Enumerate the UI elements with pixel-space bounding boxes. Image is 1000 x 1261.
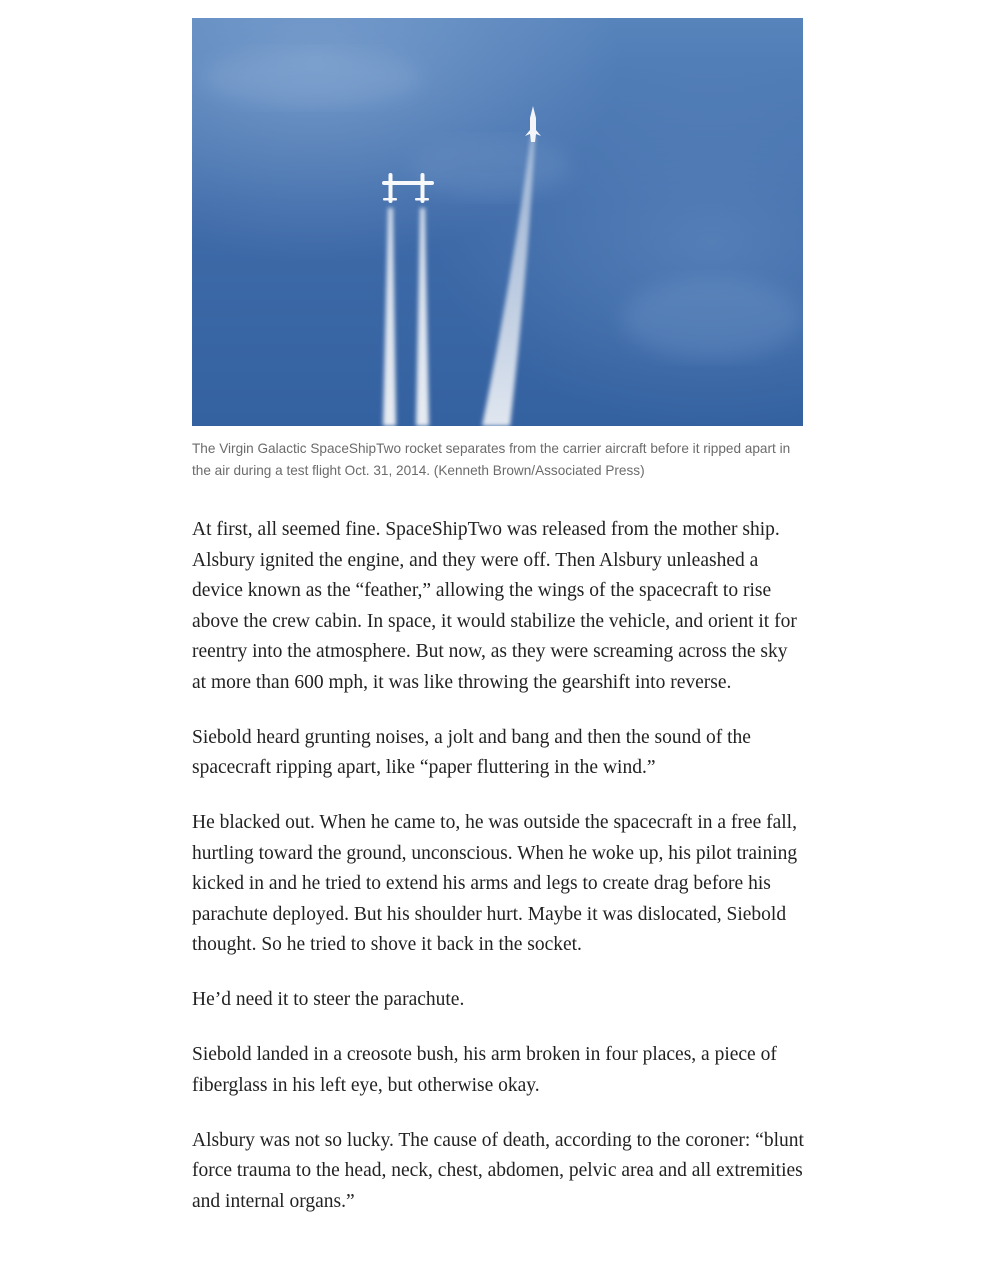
sky-photo-illustration	[192, 18, 803, 426]
paragraph: At first, all seemed fine. SpaceShipTwo was released from the mother ship. Alsbury ignited the engine, and they were off. Then Alsbury unleashed a device known as the “feather,” allowing the wings of the spacecraft to rise above the crew cabin. In space, it would stabilize the vehicle, and orient it for reentry into the atmosphere. But now, as they were screaming across the sky at more than 600 mph, it was like throwing the gearshift into reverse.	[192, 519, 797, 693]
article	[192, 18, 804, 1242]
paragraph: Siebold landed in a creosote bush, his arm broken in four places, a piece of fiberglass in his left eye, but otherwise okay.	[192, 1044, 777, 1096]
photo-caption: The Virgin Galactic SpaceShipTwo rocket separates from the carrier aircraft before it ripped apart in the air during a test flight Oct. 31, 2014. (Kenneth Brown/Associated Press)	[192, 441, 791, 478]
paragraph: Alsbury was not so lucky. The cause of death, according to the coroner: “blunt force trauma to the head, neck, chest, abdomen, pelvic area and all extremities and internal organs.”	[192, 1129, 804, 1212]
article-body	[192, 515, 804, 1217]
paragraph: Siebold heard grunting noises, a jolt and bang and then the sound of the spacecraft ripping apart, like “paper fluttering in the wind.”	[192, 726, 751, 778]
article-photo[interactable]	[192, 18, 803, 426]
article-figure	[192, 18, 804, 482]
paragraph: He’d need it to steer the parachute.	[192, 989, 465, 1010]
paragraph: He blacked out. When he came to, he was outside the spacecraft in a free fall, hurtling toward the ground, unconscious. When he woke up, his pilot training kicked in and he tried to extend his arms and legs to create drag before his parachute deployed. But his shoulder hurt. Maybe it was dislocated, Siebold thought. So he tried to shove it back in the socket.	[192, 812, 798, 955]
